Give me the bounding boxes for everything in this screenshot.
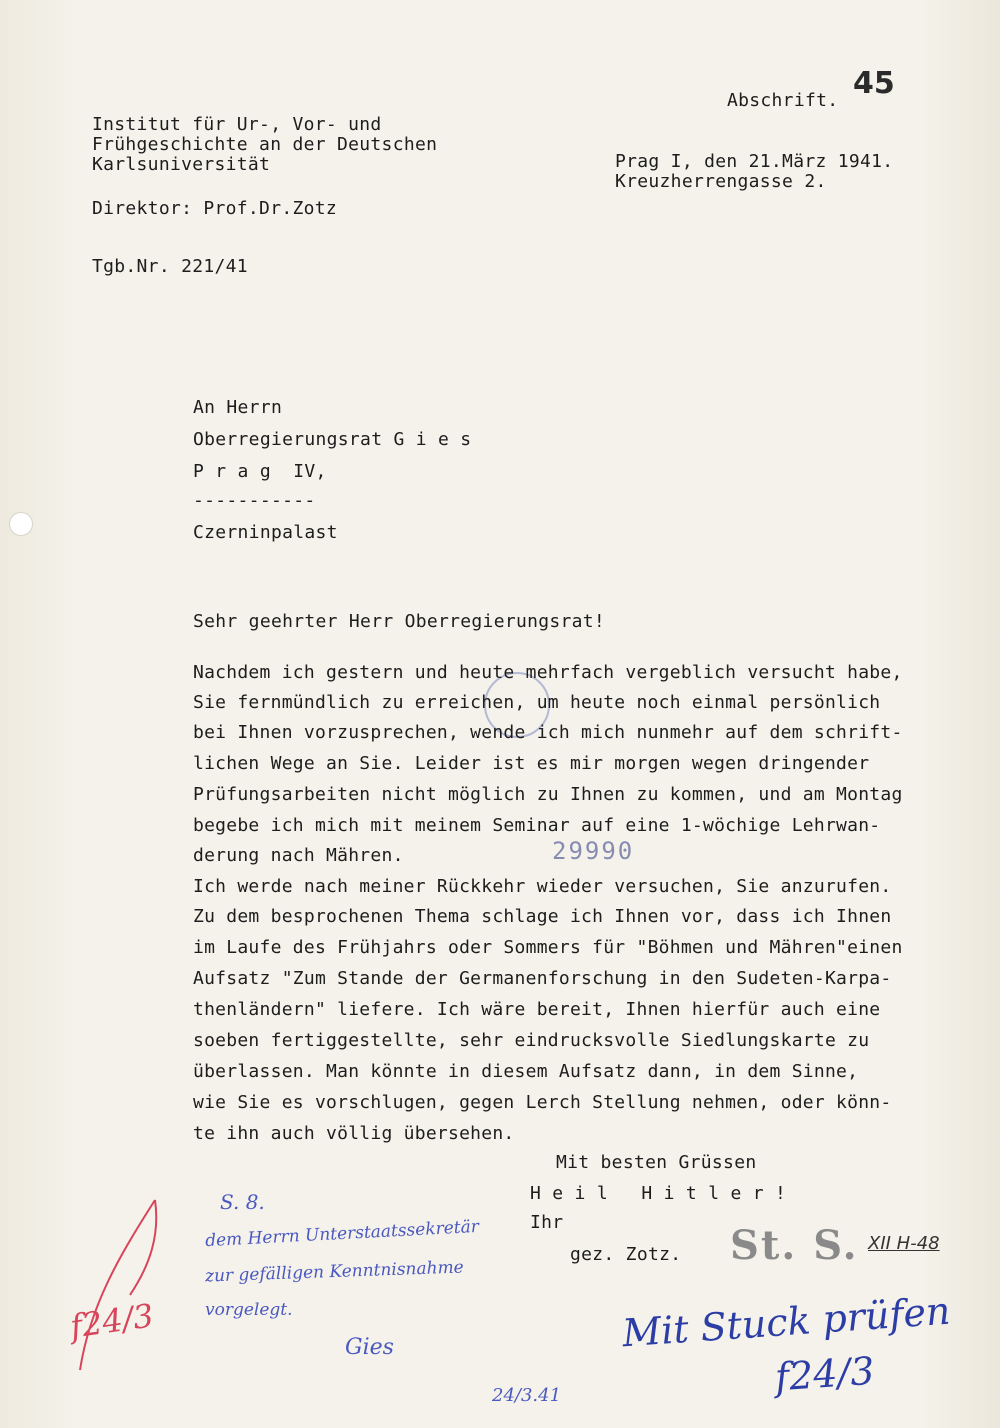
large-handwritten-initial: f24/3 <box>773 1348 876 1400</box>
closing-salute: H e i l H i t l e r ! <box>530 1183 787 1204</box>
address-street: Kreuzherrengasse 2. <box>615 171 827 192</box>
body-line: derung nach Mähren. <box>193 845 404 866</box>
closing-ihr: Ihr <box>530 1212 564 1233</box>
red-pen-stroke <box>60 1195 180 1375</box>
received-number-stamp: 29990 <box>552 837 635 865</box>
sender-line-3: Karlsuniversität <box>92 154 271 175</box>
note-date: 24/3.41 <box>492 1385 562 1406</box>
office-reference: XII H-48 <box>868 1233 940 1254</box>
body-line: bei Ihnen vorzusprechen, wende ich mich nunmehr auf dem schrift- <box>193 722 903 743</box>
salutation: Sehr geehrter Herr Oberregierungsrat! <box>193 611 606 632</box>
note-line-3: zur gefälligen Kenntnisnahme <box>204 1257 465 1287</box>
body-line: Ich werde nach meiner Rückkehr wieder versuchen, Sie anzurufen. <box>193 876 892 897</box>
recipient-line-2: Oberregierungsrat G i e s <box>193 429 472 450</box>
body-line: Aufsatz "Zum Stande der Germanenforschung in den Sudeten-Karpa- <box>193 968 892 989</box>
director-line: Direktor: Prof.Dr.Zotz <box>92 198 338 219</box>
note-line-1: S. 8. <box>220 1190 265 1214</box>
recipient-line-1: An Herrn <box>193 397 283 418</box>
sender-line-2: Frühgeschichte an der Deutschen <box>92 134 438 155</box>
office-stamp: St. S. <box>730 1222 859 1269</box>
body-line: begebe ich mich mit meinem Seminar auf eine 1-wöchige Lehrwan- <box>193 815 881 836</box>
body-line: lichen Wege an Sie. Leider ist es mir morgen wegen dringender <box>193 753 870 774</box>
body-line: Zu dem besprochenen Thema schlage ich Ihnen vor, dass ich Ihnen <box>193 906 892 927</box>
page-number: 45 <box>853 66 895 101</box>
punch-hole <box>9 512 33 536</box>
recipient-rule: ----------- <box>193 490 316 511</box>
place-date: Prag I, den 21.März 1941. <box>615 151 894 172</box>
body-line: te ihn auch völlig übersehen. <box>193 1123 515 1144</box>
body-line: wie Sie es vorschlugen, gegen Lerch Stellung nehmen, oder könn- <box>193 1092 892 1113</box>
body-line: Sie fernmündlich zu erreichen, um heute noch einmal persönlich <box>193 692 881 713</box>
recipient-line-4: Czerninpalast <box>193 522 338 543</box>
sender-line-1: Institut für Ur-, Vor- und <box>92 114 382 135</box>
body-line: im Laufe des Frühjahrs oder Sommers für "Böhmen und Mähren"einen <box>193 937 903 958</box>
body-line: soeben fertiggestellte, sehr eindrucksvolle Siedlungskarte zu <box>193 1030 870 1051</box>
reference-number: Tgb.Nr. 221/41 <box>92 256 248 277</box>
note-initial: Gies <box>345 1335 394 1360</box>
note-line-4: vorgelegt. <box>205 1300 293 1320</box>
body-line: überlassen. Man könnte in diesem Aufsatz dann, in dem Sinne, <box>193 1061 859 1082</box>
body-line: Nachdem ich gestern und heute mehrfach vergeblich versucht habe, <box>193 662 903 683</box>
large-handwritten-note: Mit Stuck prüfen <box>620 1288 952 1356</box>
recipient-line-3: P r a g IV, <box>193 461 327 482</box>
copy-label: Abschrift. <box>727 90 839 111</box>
closing-signature: gez. Zotz. <box>570 1244 682 1265</box>
note-line-2: dem Herrn Unterstaatssekretär <box>204 1216 480 1252</box>
body-line: thenländern" liefere. Ich wäre bereit, Ihnen hierfür auch eine <box>193 999 881 1020</box>
red-initial: f24/3 <box>67 1296 156 1346</box>
closing-greeting: Mit besten Grüssen <box>556 1152 757 1173</box>
body-line: Prüfungsarbeiten nicht möglich zu Ihnen zu kommen, und am Montag <box>193 784 903 805</box>
